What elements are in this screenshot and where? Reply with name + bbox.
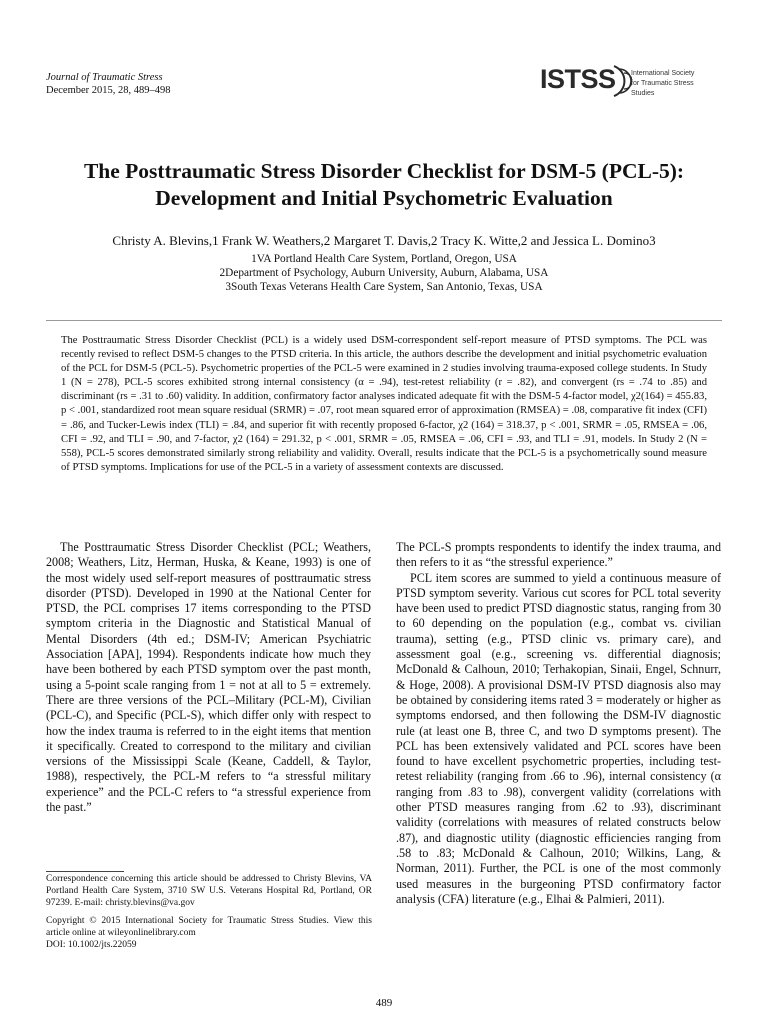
author-list: Christy A. Blevins,1 Frank W. Weathers,2 Margaret T. Davis,2 Tracy K. Witte,2 and Jessica L. Domino3 [112, 233, 656, 248]
logo-org-line2: for Traumatic Stress Studies [631, 80, 694, 97]
journal-name: Journal of Traumatic Stress [46, 72, 163, 83]
affiliations [40, 252, 728, 294]
body-paragraph: PCL item scores are summed to yield a continuous measure of PTSD symptom severity. Various cut scores for PCL total severity have been used to predict PTSD diagnostic status, ranging from 30 to 60 depending on the population (e.g., combat vs. civilian trauma), setting (e.g., PTSD clinic vs. primary care), and assessment goal (e.g., screening vs. differential diagnosis; McDonald & Calhoun, 2010; Terhakopian, Sinaii, Engel, Schnurr, & Hoge, 2008). A provisional DSM-IV PTSD diagnosis also may be obtained by considering items rated 3 = moderately or higher as symptoms endorsed, and then following the DSM-IV diagnostic rule (at least one B, three C, and two D symptoms present). The PCL has been extensively validated and PCL scores have been found to have excellent psychometric properties, including test-retest reliability (ranging from .66 to .96), internal consistency (α ranging from .83 to .98), convergent validity (correlations with other PTSD measures ranging from .62 to .93), discriminant validity (correlations with measures of related constructs below .87), and diagnostic utility (diagnostic efficiencies ranging from .58 to .83; McDonald & Calhoun, 2010; Wilkins, Lang, & Norman, 2011). Further, the PCL is one of the most commonly used measures in the burgeoning PTSD confirmatory factor analysis (CFA) literature (e.g., Elhai & Palmieri, 2011). [396, 570, 721, 906]
footnote-correspondence: Correspondence concerning this article should be addressed to Christy Blevins, VA Portland Health Care System, 3710 SW U.S. Veterans Hospital Rd, Portland, OR 97239. E-mail: christy.blevins@va.gov [46, 874, 372, 908]
title-line2: Development and Initial Psychometric Evaluation [155, 186, 613, 210]
affiliation-3: 3South Texas Veterans Health Care System, San Antonio, Texas, USA [225, 281, 543, 293]
body-paragraph: The Posttraumatic Stress Disorder Checklist (PCL; Weathers, 2008; Weathers, Litz, Herman, Huska, & Keane, 1993) is one of the most widely used self-report measures of posttraumatic stress disorder (PTSD). Developed in 1990 at the National Center for PTSD, the PCL comprises 17 items corresponding to the PTSD symptom criteria in the Diagnostic and Statistical Manual of Mental Disorders (4th ed.; DSM-IV; American Psychiatric Association [APA], 1994). Respondents indicate how much they have been bothered by each PTSD symptom over the past month, using a 5-point scale ranging from 1 = not at all to 5 = extremely. There are three versions of the PCL–Military (PCL-M), Civilian (PCL-C), and Specific (PCL-S), which differ only with respect to how the index trauma is referred to in the eight items that mention it specifically. Created to correspond to the military and civilian versions of the Mississippi Scale (Keane, Caddell, & Taylor, 1988), respectively, the PCL-M refers to “a stressful military experience” and the PCL-C refers to “a stressful experience from the past.” [46, 540, 371, 815]
body-left-column [46, 540, 371, 815]
logo-arcs-icon [610, 62, 632, 100]
article-title [40, 158, 728, 212]
body-right-column [396, 540, 721, 907]
affiliation-1: 1VA Portland Health Care System, Portland, Oregon, USA [251, 253, 517, 265]
footnote [46, 873, 372, 957]
journal-issue: December 2015, 28, 489–498 [46, 85, 171, 96]
istss-logo [540, 60, 710, 102]
journal-citation [46, 71, 171, 97]
affiliation-2: 2Department of Psychology, Auburn University, Auburn, Alabama, USA [219, 267, 549, 279]
page-number: 489 [375, 997, 393, 1009]
logo-org-line1: International Society [631, 70, 695, 77]
logo-org-name [631, 69, 710, 99]
title-line1: The Posttraumatic Stress Disorder Checklist for DSM-5 (PCL-5): [83, 159, 685, 183]
footnote-copyright: Copyright © 2015 International Society for Traumatic Stress Studies. View this article online at wileyonlinelibrary.com [46, 916, 372, 938]
body-paragraph: The PCL-S prompts respondents to identify the index trauma, and then refers to it as “the stressful experience.” [396, 540, 721, 570]
footnote-doi: DOI: 10.1002/jts.22059 [46, 940, 137, 950]
divider [46, 320, 722, 321]
abstract: The Posttraumatic Stress Disorder Checklist (PCL) is a widely used DSM-correspondent self-report measure of PTSD symptoms. The PCL was recently revised to reflect DSM-5 changes to the PTSD criteria. In this article, the authors describe the development and initial psychometric evaluation of the PCL for DSM-5 (PCL-5). Psychometric properties of the PCL-5 were examined in 2 studies involving trauma-exposed college students. In Study 1 (N = 278), PCL-5 scores exhibited strong internal consistency (α = .94), test-retest reliability (r = .82), and convergent (rs = .74 to .85) and discriminant (rs = .31 to .60) validity. In addition, confirmatory factor analyses indicated adequate fit with the DSM-5 4-factor model, χ2(164) = 455.83, p < .001, standardized root mean square residual (SRMR) = .07, root mean squared error of approximation (RMSEA) = .08, comparative fit index (CFI) = .86, and Tucker-Lewis index (TLI) = .84, and superior fit with recently proposed 6-factor, χ2 (164) = 318.37, p < .001, SRMR = .05, RMSEA = .06, CFI = .92, and TLI = .90, and 7-factor, χ2 (164) = 291.32, p < .001, SRMR = .05, RMSEA = .06, CFI = .93, and TLI = .91, models. In Study 2 (N = 558), PCL-5 scores demonstrated similarly strong reliability and validity. Overall, results indicate that the PCL-5 is a psychometrically sound measure of PTSD symptoms. Implications for use of the PCL-5 in a variety of assessment contexts are discussed. [61, 335, 707, 473]
footnote-rule [46, 871, 124, 872]
logo-wordmark: ISTSS [540, 64, 616, 94]
